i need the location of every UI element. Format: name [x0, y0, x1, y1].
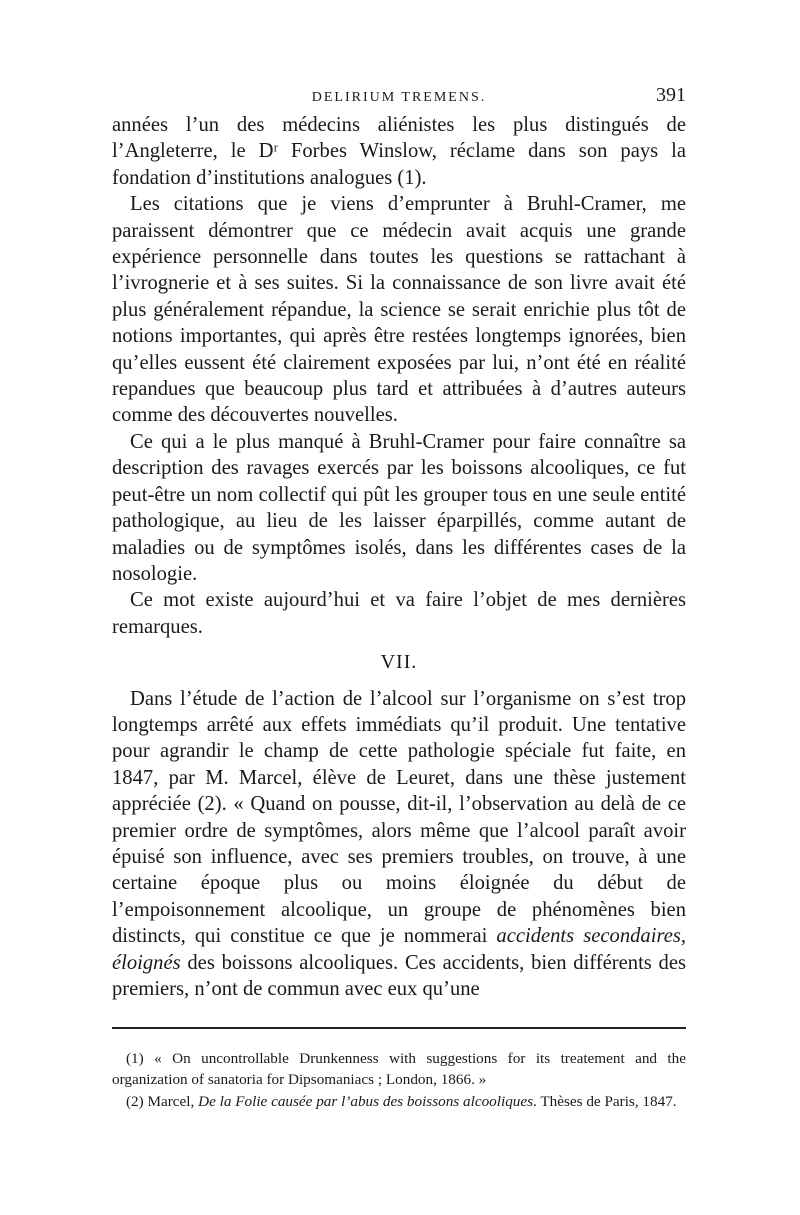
paragraph: Ce mot existe aujourd’hui et va faire l’objet de mes dernières remarques. [112, 589, 686, 638]
paragraph-text: Dans l’étude de l’action de l’alcool sur l’organisme on s’est trop longtemps arrêté aux effets immédiats qu’il produit. Une tentative pour agrandir le champ de cette pathologie spéciale fut faite, en 1847, par M. Marcel, élève de Leuret, dans une thèse justement appréciée (2). « Quand on pousse, dit-il, l’observation au delà de ce premier ordre de symptômes, alors même que l’alcool paraît avoir épuisé son influence, avec ses premiers troubles, on trouve, à une certaine époque plus ou moins éloignée du début de l’empoisonnement alcoolique, un groupe de phénomènes bien distincts, qui constitue ce que je nommerai [112, 687, 686, 948]
paragraph: années l’un des médecins aliénistes les plus distingués de l’Angleterre, le Dʳ Forbes Winslow, réclame dans son pays la fondation d’institutions analogues (1). [112, 114, 686, 189]
paragraph: Les citations que je viens d’emprunter à Bruhl-Cramer, me paraissent démontrer que ce médecin avait acquis une grande expérience personnelle dans toutes les questions se rattachant à l’ivrognerie et à ses suites. Si la connaissance de son livre avait été plus généralement répandue, la science se serait enrichie plus tôt de notions importantes, qui après être restées longtemps ignorées, bien qu’elles eussent été clairement exposées par lui, n’ont été en réalité repandues que beaucoup plus tard et attribuées à d’autres auteurs comme des découvertes nouvelles. [112, 193, 686, 427]
paragraph: Ce qui a le plus manqué à Bruhl-Cramer pour faire connaître sa description des ravages exercés par les boissons alcooliques, ce fut peut-être un nom collectif qui pût les grouper tous en une seule entité pathologique, au lieu de les laisser éparpillés, comme autant de maladies ou de symptômes isolés, dans les différentes cases de la nosologie. [112, 430, 686, 585]
page-header [112, 72, 686, 112]
running-head: DELIRIUM TREMENS. [311, 90, 487, 105]
document-page [112, 72, 686, 1115]
footnote-divider [112, 1027, 686, 1029]
footnote-rest: . Thèses de Paris, 1847. [533, 1093, 677, 1111]
italic-term: accidents secondaires, éloignés [112, 925, 686, 974]
body-text [112, 112, 686, 1002]
page-number: 391 [656, 84, 686, 106]
footnote-author: (2) Marcel, [126, 1093, 199, 1111]
footnote-title: De la Folie causée par l’abus des boissons alcooliques [198, 1093, 534, 1111]
paragraph-text: des boissons alcooliques. Ces accidents, bien différents des premiers, n’ont de commun avec eux qu’une [112, 951, 686, 1000]
footnote-1: (1) « On uncontrollable Drunkenness with suggestions for its treatement and the organization of sanatoria for Dipsomaniacs ; London, 1866. » [112, 1050, 686, 1088]
footnotes [112, 1049, 686, 1113]
paragraph [112, 686, 686, 1003]
section-heading: VII. [380, 651, 418, 674]
footnote-2 [112, 1092, 686, 1113]
